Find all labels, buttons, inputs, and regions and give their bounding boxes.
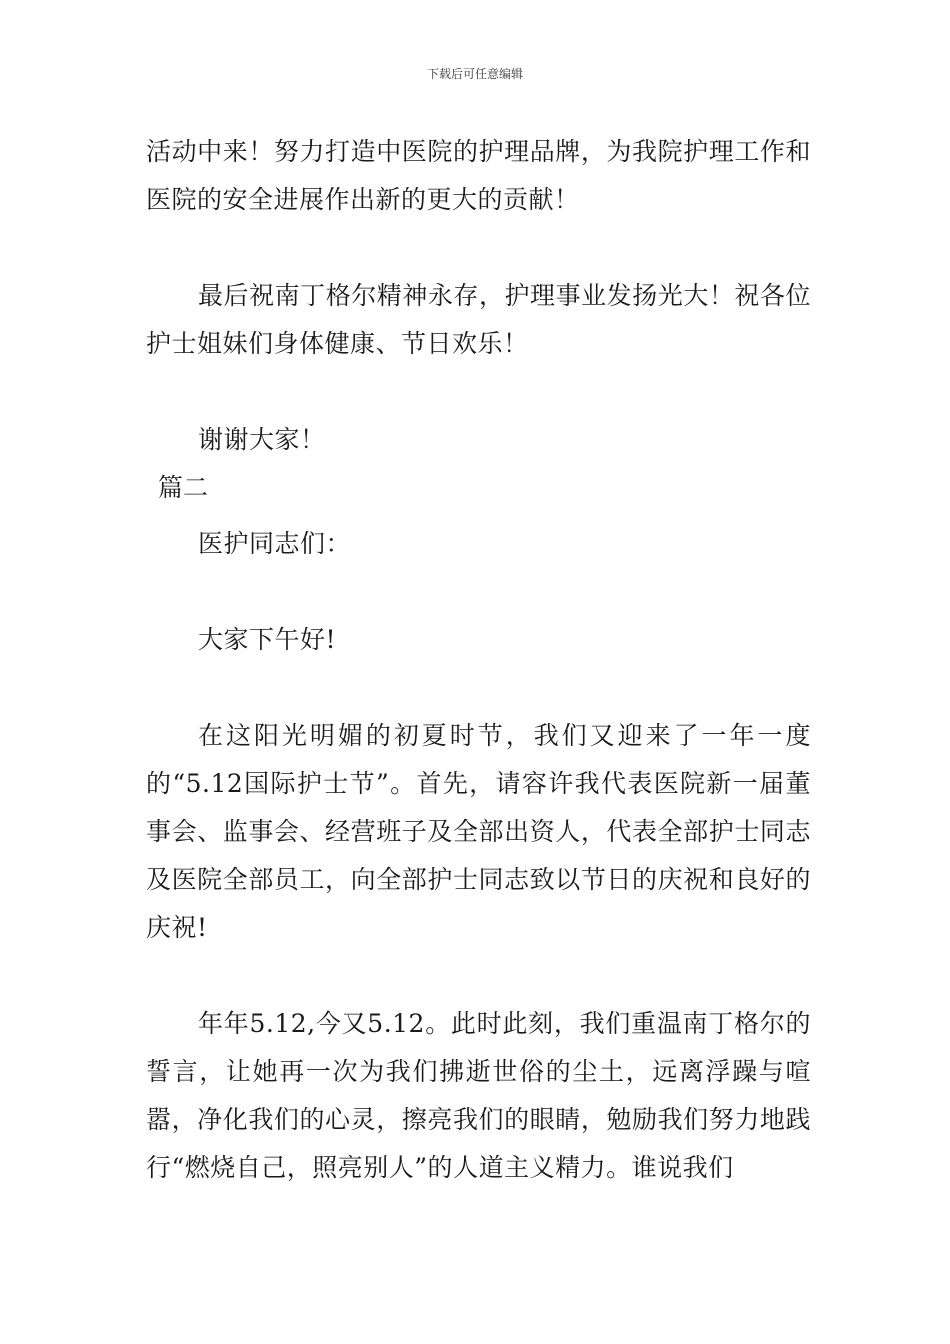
page-header: 下载后可任意编辑 — [426, 67, 523, 81]
paragraph-3: 谢谢大家！ — [198, 425, 326, 454]
section-title: 篇二 — [158, 473, 209, 502]
paragraph-7: 年年5.12,今又5.12。此时此刻，我们重温南丁格尔的誓言，让她再一次为我们拂逝世俗的尘土，远离浮躁与喧嚣，净化我们的心灵，擦亮我们的眼睛，勉励我们努力地践行“燃烧自己，照亮别人”的人道主义精力。谁说我们 — [146, 1009, 811, 1182]
paragraph-4: 医护同志们： — [198, 529, 352, 558]
paragraph-1: 活动中来！努力打造中医院的护理品牌，为我院护理工作和医院的安全进展作出新的更大的贡献！ — [146, 137, 811, 214]
paragraph-2: 最后祝南丁格尔精神永存，护理事业发扬光大！祝各位护士姐妹们身体健康、节日欢乐！ — [146, 281, 811, 358]
paragraph-gap — [146, 512, 811, 520]
paragraph-gap — [146, 224, 811, 272]
paragraph-5: 大家下午好! — [198, 625, 337, 654]
paragraph-6: 在这阳光明媚的初夏时节，我们又迎来了一年一度的“5.12国际护士节”。首先，请容许我代表医院新一届董事会、监事会、经营班子及全部出资人，代表全部护士同志及医院全部员工，向全部护士同志致以节日的庆祝和良好的庆祝! — [146, 721, 811, 942]
paragraph-gap — [146, 368, 811, 416]
document-body — [146, 128, 811, 1192]
paragraph-gap — [146, 664, 811, 712]
paragraph-gap — [146, 952, 811, 1000]
paragraph-gap — [146, 568, 811, 616]
